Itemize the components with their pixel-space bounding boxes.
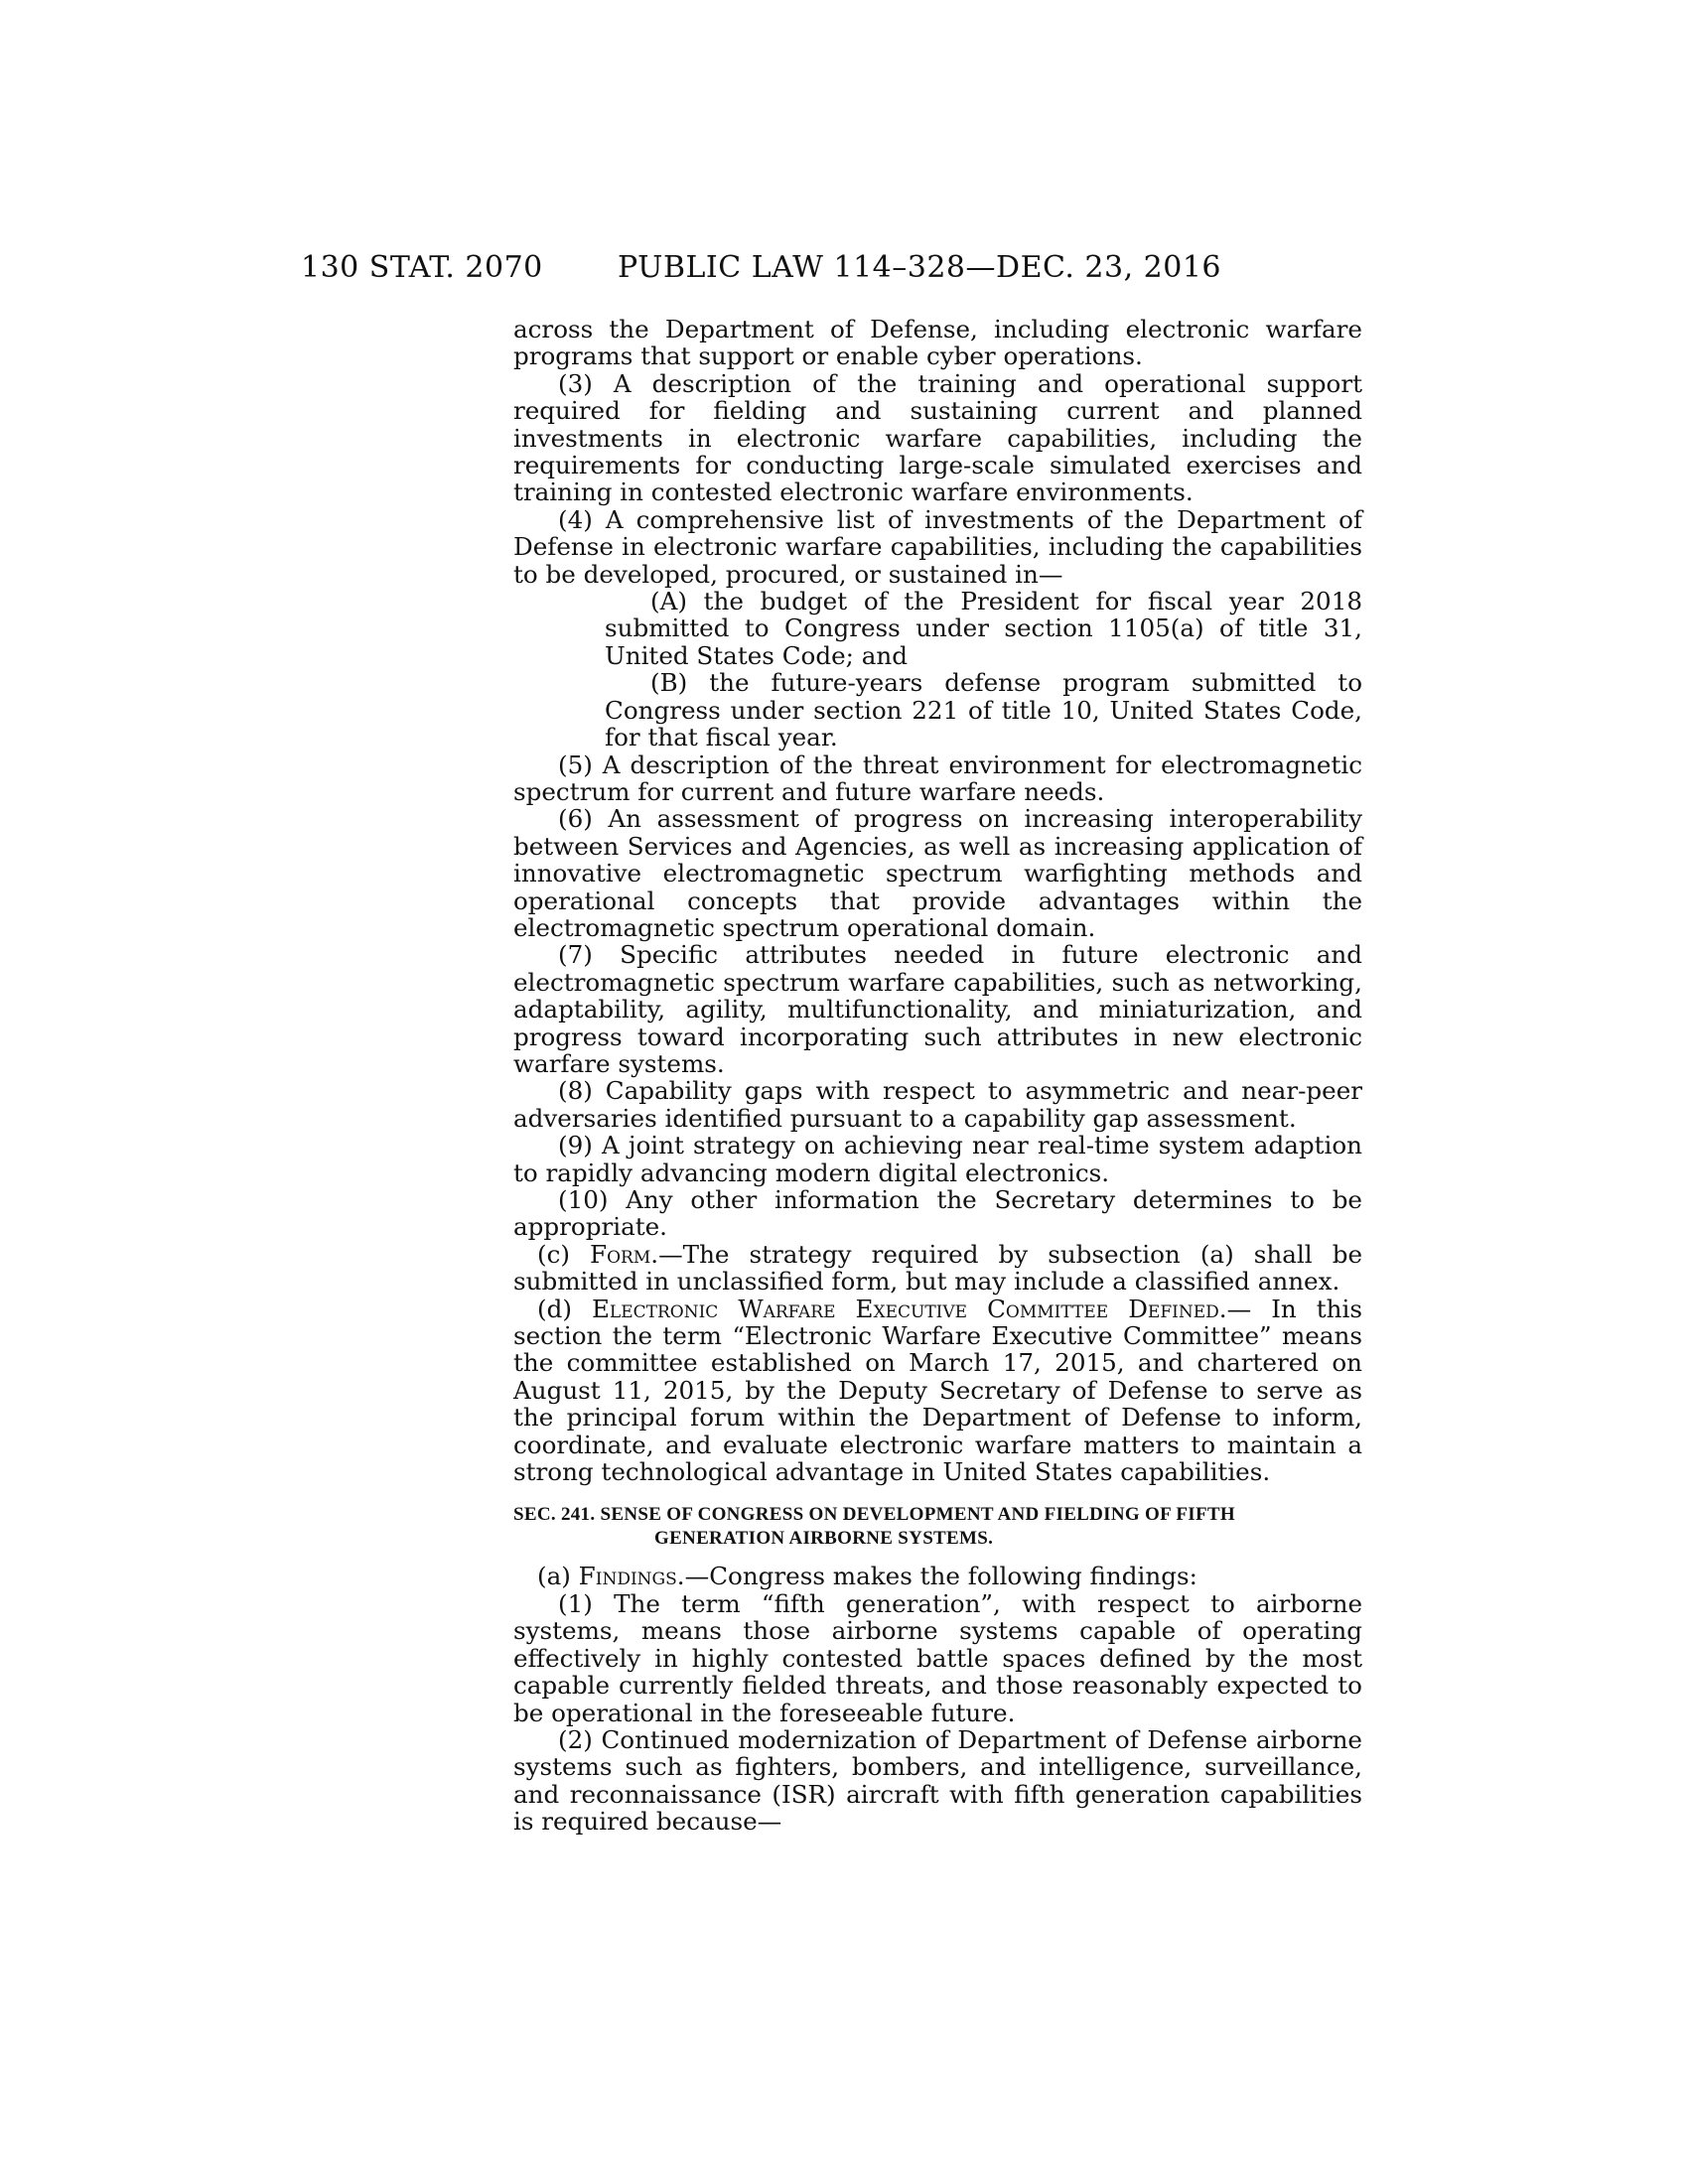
stat-reference: 130 STAT. 2070 bbox=[301, 250, 543, 285]
paragraph-9: (9) A joint strategy on achieving near real-time system adaption to rapidly advancing modern digital electronics. bbox=[513, 1131, 1362, 1187]
subsection-a bbox=[513, 1563, 1362, 1589]
public-law-header: PUBLIC LAW 114–328—DEC. 23, 2016 bbox=[618, 250, 1222, 285]
section-number: SEC. 241. bbox=[513, 1504, 596, 1526]
subsection-c-label: (c) bbox=[537, 1239, 591, 1269]
subsection-a-heading: Findings bbox=[578, 1562, 677, 1591]
subsection-d-heading: Electronic Warfare Executive Committee Defined bbox=[591, 1294, 1219, 1323]
subsection-d bbox=[513, 1296, 1362, 1486]
paragraph-3: (3) A description of the training and operational support required for fielding and sustaining current and planned investments in electronic warfare capabilities, including the requirements for conducting large-scale simulated exercises and training in contested electronic warfare environments. bbox=[513, 368, 1362, 507]
subparagraph-4b: (B) the future-years defense program submitted to Congress under section 221 of title 10, United States Code, for that fiscal year. bbox=[605, 668, 1362, 752]
paragraph-10: (10) Any other information the Secretary determines to be appropriate. bbox=[513, 1185, 1362, 1242]
subsection-c bbox=[513, 1241, 1362, 1296]
paragraph-7: (7) Specific attributes needed in future electronic and electromagnetic spectrum warfare capabilities, such as networking, adaptability, agility, multifunctionality, and miniaturization, and progress toward incorporating such attributes in new electronic warfare systems. bbox=[513, 940, 1362, 1078]
subsection-a-label: (a) bbox=[537, 1562, 579, 1591]
paragraph-4: (4) A comprehensive list of investments of the Department of Defense in electronic warfare capabilities, including the capabilities to be developed, procured, or sustained in— bbox=[513, 504, 1362, 589]
subparagraph-4a: (A) the budget of the President for fiscal year 2018 submitted to Congress under section 1105(a) of title 31, United States Code; and bbox=[605, 587, 1362, 670]
section-heading bbox=[513, 1503, 1362, 1551]
subsection-d-text: .— In this section the term “Electronic Warfare Executive Committee” means the committee established on March 17, 2015, and chartered on August 11, 2015, by the Deputy Secretary of Defense to serve as the principal forum within the Department of Defense to inform, coordinate, and evaluate electronic warfare matters to maintain a strong technological advantage in United States capabilities. bbox=[513, 1294, 1362, 1487]
continued-paragraph: across the Department of Defense, including electronic warfare programs that support or enable cyber operations. bbox=[513, 315, 1362, 371]
paragraph-5: (5) A description of the threat environment for electromagnetic spectrum for current and future warfare needs. bbox=[513, 750, 1362, 806]
subsection-c-heading: Form bbox=[590, 1239, 651, 1269]
finding-2: (2) Continued modernization of Department of Defense airborne systems such as fighters, bombers, and intelligence, surveillance, and reconnaissance (ISR) aircraft with fifth generation capabilities is required because— bbox=[513, 1724, 1362, 1837]
finding-1: (1) The term “fifth generation”, with respect to airborne systems, means those airborne systems capable of operating effectively in highly contested battle spaces defined by the most capable currently fielded threats, and those reasonably expected to be operational in the foreseeable future. bbox=[513, 1588, 1362, 1727]
subsection-d-label: (d) bbox=[537, 1294, 592, 1323]
subsection-a-text: .—Congress makes the following findings: bbox=[676, 1562, 1197, 1591]
subsection-c-text: .—The strategy required by subsection (a) shall be submitted in unclassified form, but may include a classified annex. bbox=[513, 1239, 1362, 1297]
section-title: SENSE OF CONGRESS ON DEVELOPMENT AND FIELDING OF FIFTH GENERATION AIRBORNE SYSTEMS. bbox=[600, 1504, 1235, 1550]
paragraph-6: (6) An assessment of progress on increasing interoperability between Services and Agencies, as well as increasing application of innovative electromagnetic spectrum warfighting methods and operational concepts that provide advantages within the electromagnetic spectrum operational domain. bbox=[513, 804, 1362, 942]
paragraph-8: (8) Capability gaps with respect to asymmetric and near-peer adversaries identified pursuant to a capability gap assessment. bbox=[513, 1076, 1362, 1133]
document-body bbox=[513, 316, 1362, 1836]
